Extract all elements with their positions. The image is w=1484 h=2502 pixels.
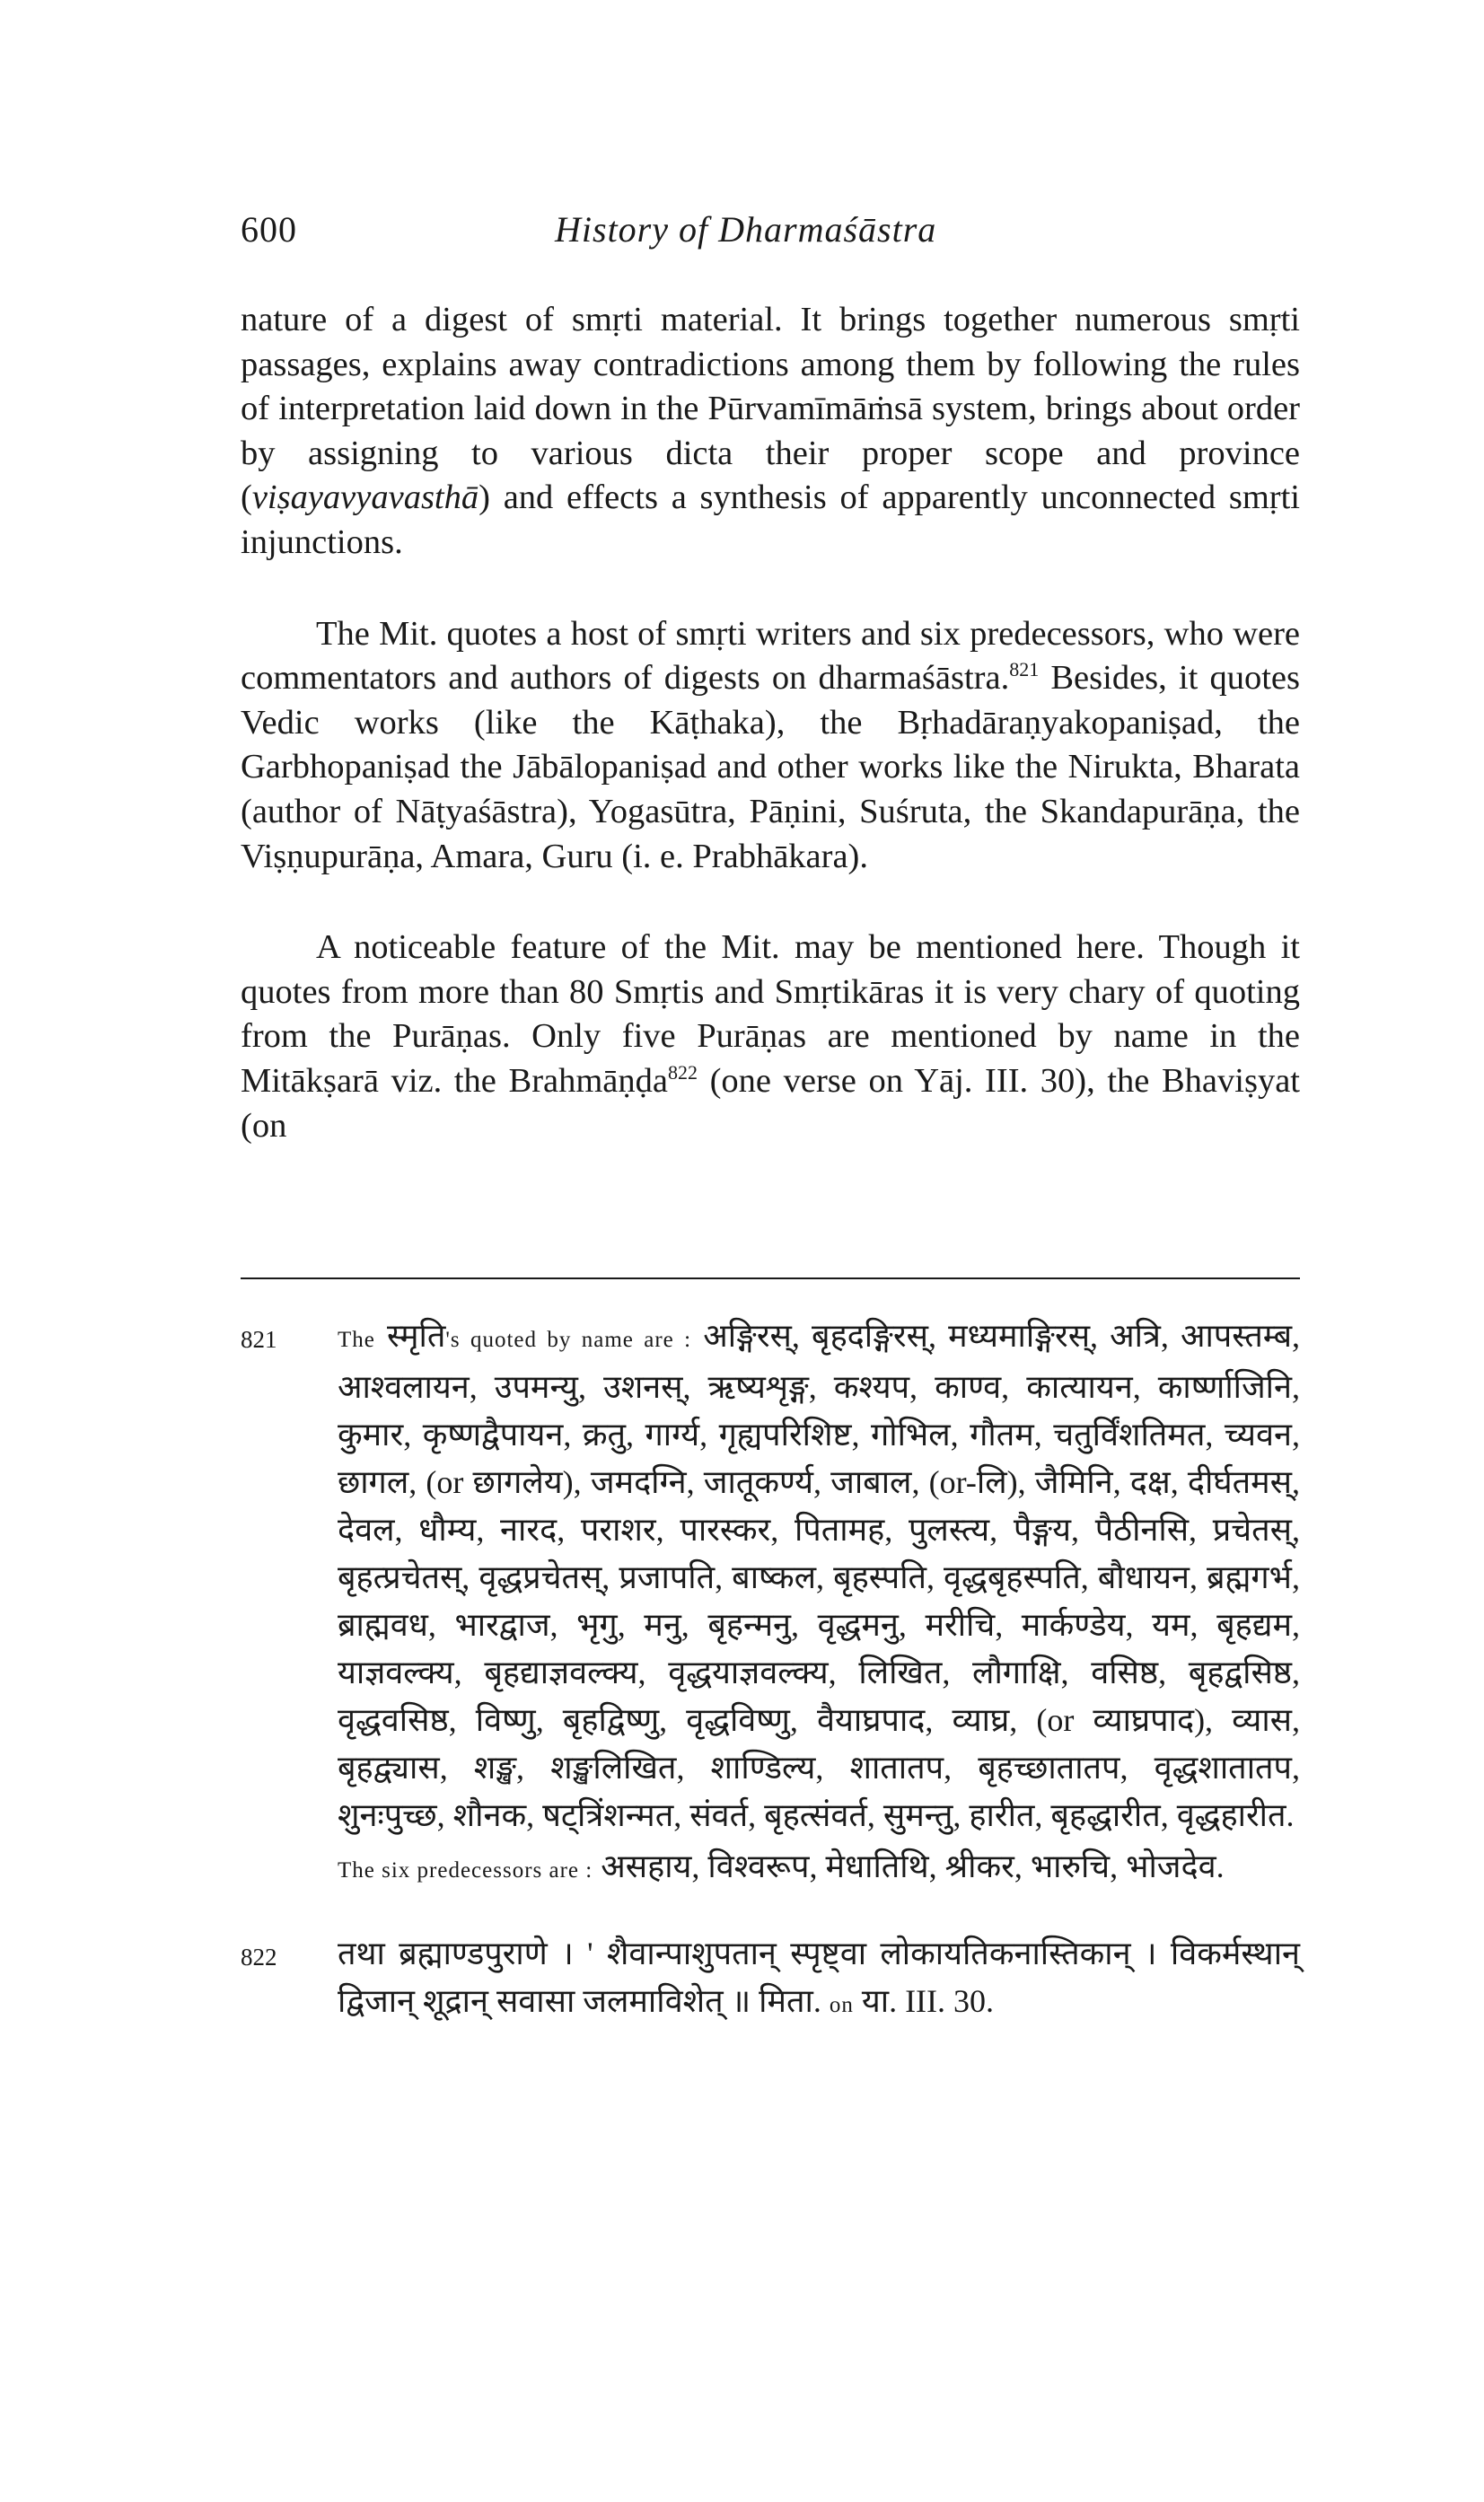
- footnote-821-lead: The: [338, 1328, 375, 1352]
- running-title: History of Dharmaśāstra: [555, 209, 937, 250]
- footnote-821: [241, 1312, 1300, 1894]
- page-header: [241, 208, 1300, 262]
- paragraph-1-text-b: ) and effects a synthesis of apparently unconnected smṛti injunctions.: [241, 478, 1300, 561]
- footnote-ref-822: 822: [667, 1061, 698, 1084]
- footnote-821-lead-mid: 's quoted by name are :: [445, 1328, 692, 1352]
- paragraph-2-text-b: Besides, it quotes Vedic works (like the Kāṭhaka), the Bṛhadāraṇyakopaniṣad, the Garbhopaniṣad the Jābālopaniṣad and other works like the Nirukta, Bharata (author of Nāṭyaśāstra), Yogasūtra, Pāṇini, Suśruta, the Skandapurāṇa, the Viṣṇupurāṇa, Amara, Guru (i. e. Prabhākara).: [241, 659, 1300, 875]
- paragraph-1-text-a: nature of a digest of smṛti material. It brings together numerous smṛti passages, explains away contradictions among them by following the rules of interpretation laid down in the Pūrvamīmāṁsā system, brings about order by assigning to various dicta their proper scope and province (: [241, 301, 1300, 517]
- paragraph-3: [241, 926, 1300, 1148]
- page-number: 600: [241, 209, 297, 250]
- paragraph-2-text-a: The Mit. quotes a host of smṛti writers and six predecessors, who were commentators and authors of digests on dharmaśāstra.: [241, 614, 1300, 698]
- footnote-821-predecessors: [338, 1843, 1300, 1894]
- footnote-822-on: on: [829, 1993, 854, 2017]
- footnote-822-text: तथा ब्रह्माण्डपुराणे । ' शैवान्पाशुपतान् स्पृष्ट्वा लोकायतिकनास्तिकान् । विकर्मस्थान् द्विजान् शूद्रान् सवासा जलमाविशेत् ॥ मिता.: [338, 1936, 1300, 2019]
- footnote-divider: [241, 1277, 1300, 1279]
- footnote-822-number: 822: [241, 1944, 277, 1971]
- main-text: [241, 298, 1300, 1195]
- footnote-822: [241, 1930, 1300, 2029]
- footnotes: [241, 1312, 1300, 2029]
- footnote-822-ref: या. III. 30.: [861, 1983, 995, 2019]
- paragraph-3-text-b: (one verse on Yāj. III. 30), the Bhaviṣyat (on: [241, 1061, 1300, 1145]
- paragraph-2: [241, 612, 1300, 880]
- footnote-821-smrti-list: अङ्गिरस्, बृहदङ्गिरस्, मध्यमाङ्गिरस्, अत्रि, आपस्तम्ब, आश्वलायन, उपमन्यु, उशनस्, ऋष्यशृङ्ग, कश्यप, काण्व, कात्यायन, कार्ष्णाजिनि, कुमार, कृष्णद्वैपायन, क्रतु, गार्ग्य, गृह्यपरिशिष्ट, गोभिल, गौतम, चतुर्विंशतिमत, च्यवन, छागल, (or छागलेय), जमदग्नि, जातूकर्ण्य, जाबाल, (or-लि), जैमिनि, दक्ष, दीर्घतमस्, देवल, धौम्य, नारद, पराशर, पारस्कर, पितामह, पुलस्त्य, पैङ्गय, पैठीनसि, प्रचेतस्, बृहत्प्रचेतस्, वृद्धप्रचेतस्, प्रजापति, बाष्कल, बृहस्पति, वृद्धबृहस्पति, बौधायन, ब्रह्मगर्भ, ब्राह्मवध, भारद्वाज, भृगु, मनु, बृहन्मनु, वृद्धमनु, मरीचि, मार्कण्डेय, यम, बृहद्यम, याज्ञवल्क्य, बृहद्याज्ञवल्क्य, वृद्धयाज्ञवल्क्य, लिखित, लौगाक्षि, वसिष्ठ, बृहद्वसिष्ठ, वृद्धवसिष्ठ, विष्णु, बृहद्विष्णु, वृद्धविष्णु, वैयाघ्रपाद, व्याघ्र, (or व्याघ्रपाद), व्यास, बृहद्व्यास, शङ्ख, शङ्खलिखित, शाण्डिल्य, शातातप, बृहच्छातातप, वृद्धशातातप, शुनःपुच्छ, शौनक, षट्त्रिंशन्मत, संवर्त, बृहत्संवर्त, सुमन्तु, हारीत, बृहद्धारीत, वृद्धहारीत.: [338, 1318, 1301, 1833]
- footnote-ref-821: 821: [1009, 658, 1040, 681]
- footnote-821-predecessors-lead: The six predecessors are :: [338, 1858, 593, 1883]
- footnote-821-smrti-word: स्मृति: [387, 1318, 446, 1354]
- footnote-821-predecessors-list: असहाय, विश्वरूप, मेधातिथि, श्रीकर, भारुचि, भोजदेव.: [601, 1848, 1225, 1884]
- paragraph-1: [241, 298, 1300, 566]
- paragraph-3-text-a: A noticeable feature of the Mit. may be mentioned here. Though it quotes from more than 80 Smṛtis and Smṛtikāras it is very chary of quoting from the Purāṇas. Only five Purāṇas are mentioned by name in the Mitākṣarā viz. the Brahmāṇḍa: [241, 928, 1300, 1100]
- footnote-821-number: 821: [241, 1326, 277, 1353]
- paragraph-1-italic-term: viṣayavyavasthā: [251, 478, 479, 517]
